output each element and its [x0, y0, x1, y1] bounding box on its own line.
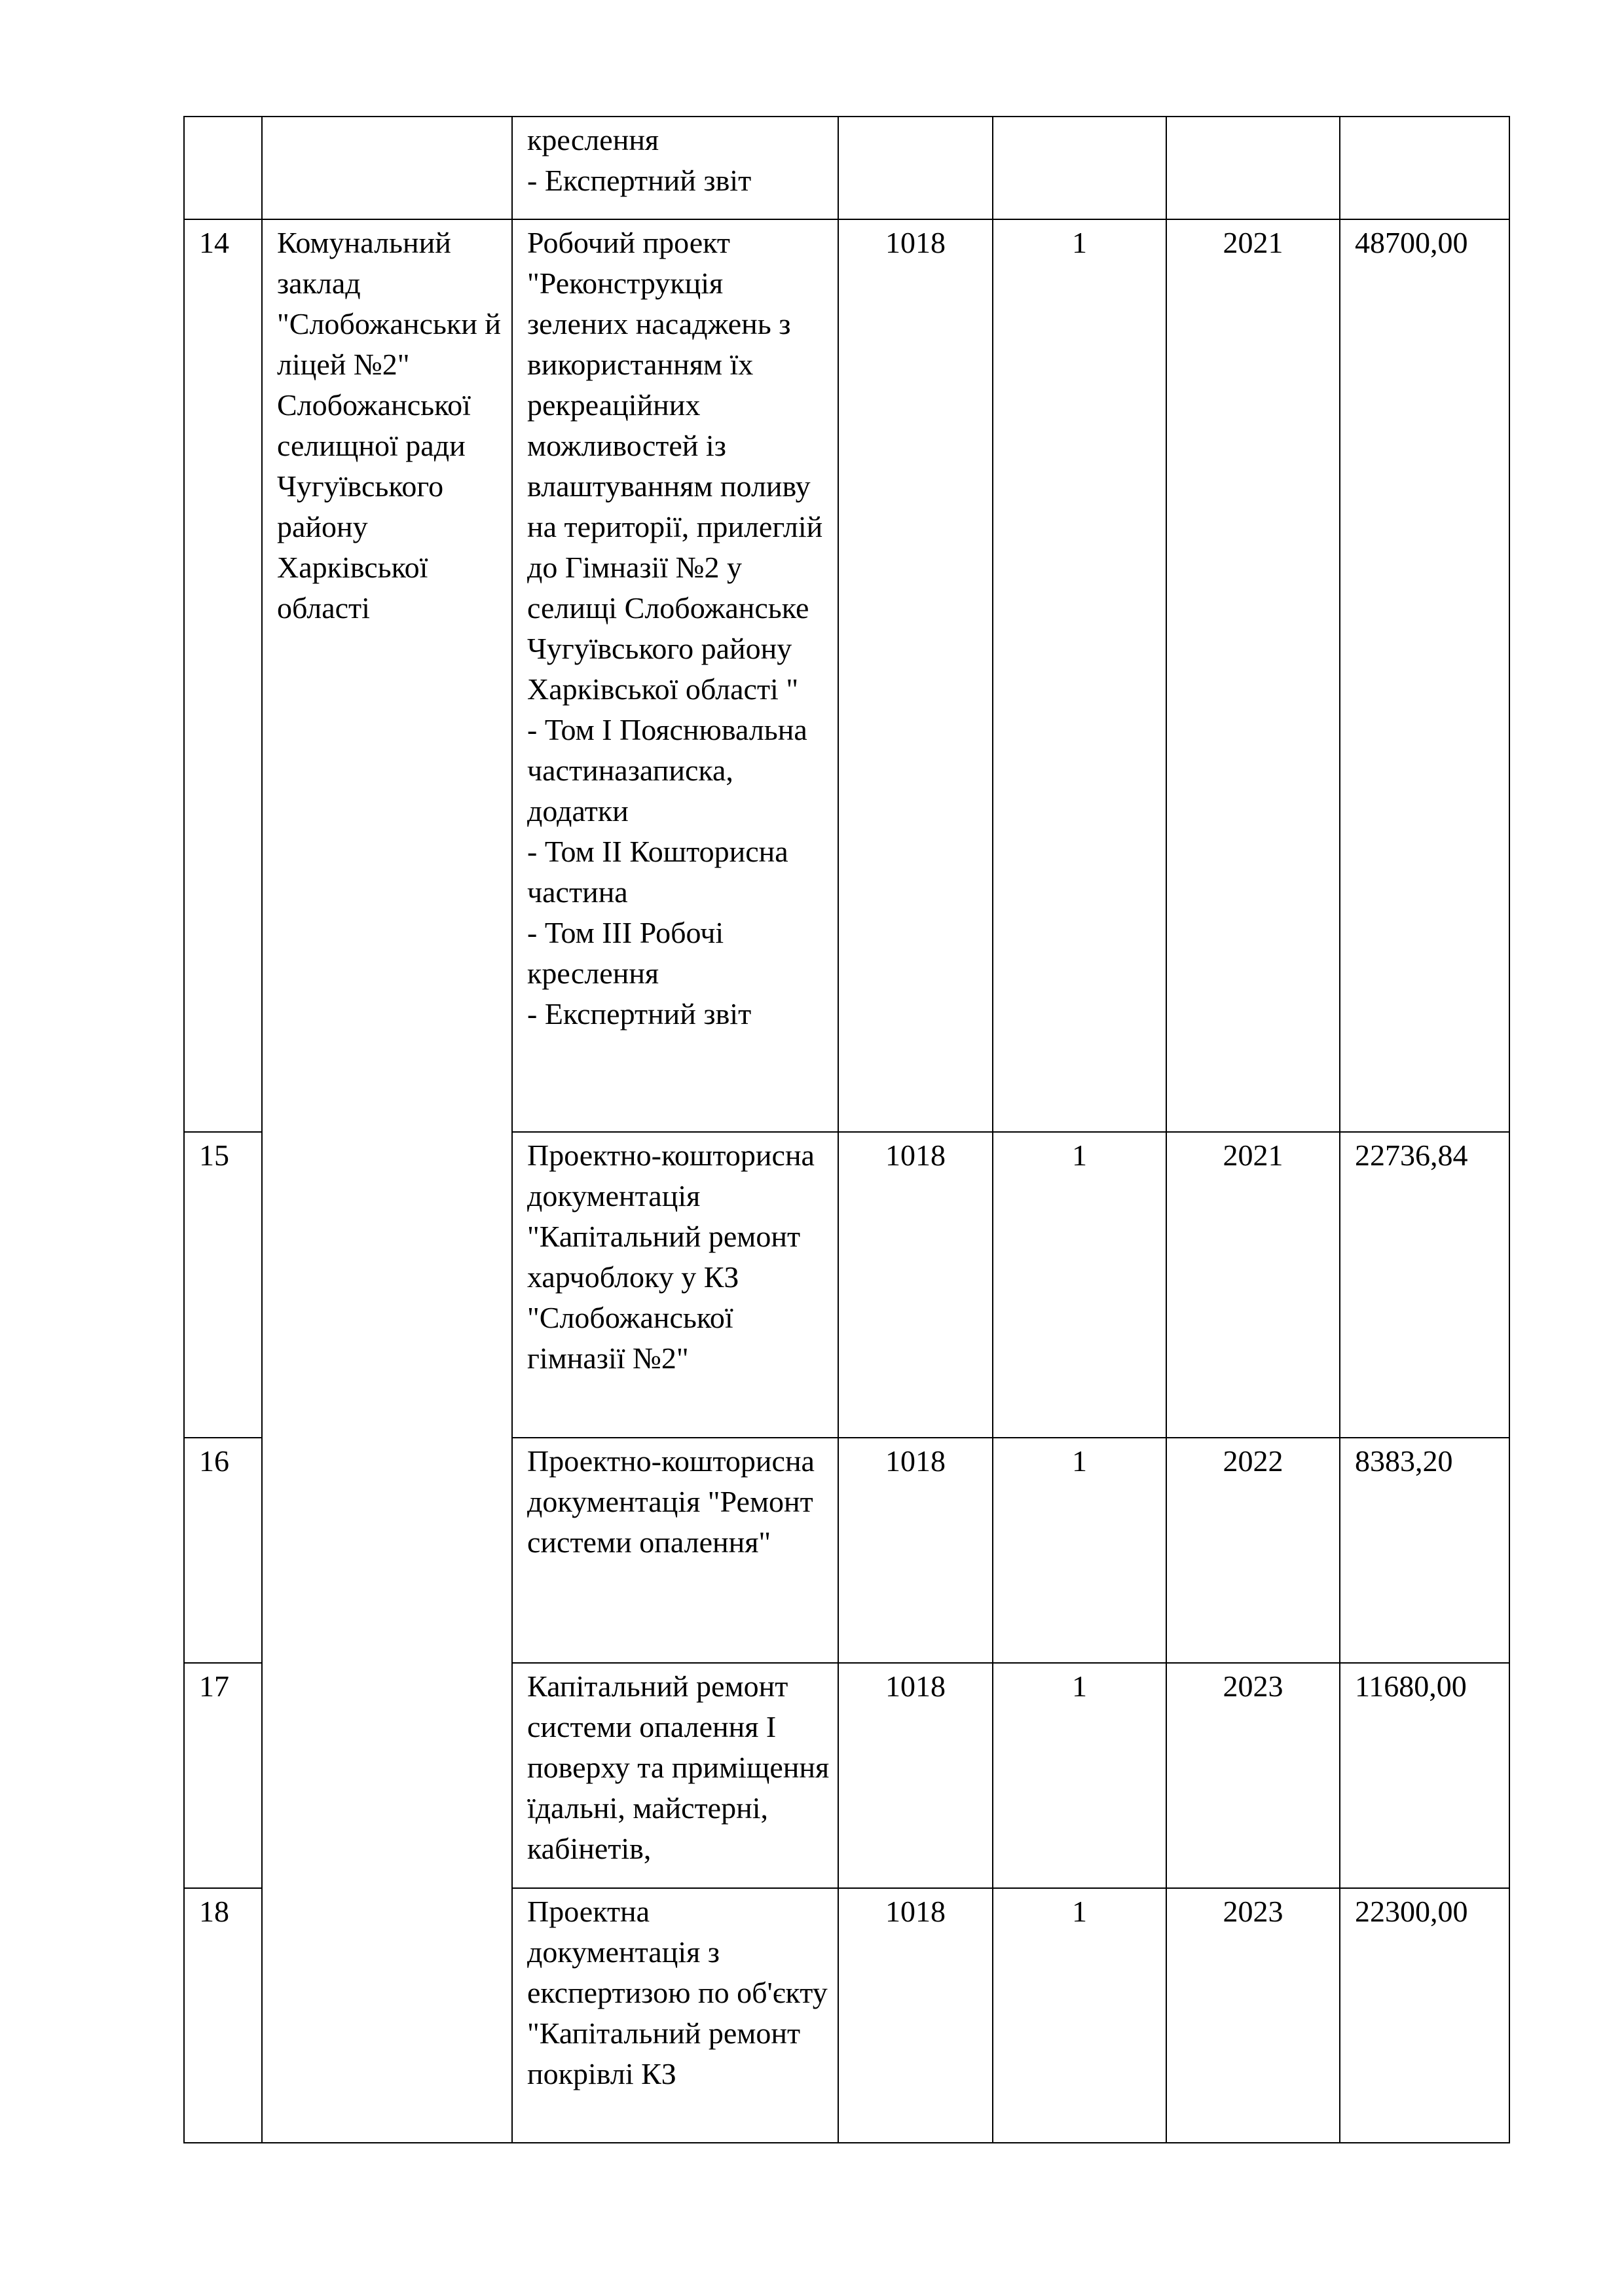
quantity-cell: 1 [993, 1663, 1166, 1888]
description-cell: Проектно-кошторисна документація "Ремонт системи опалення" [512, 1438, 838, 1663]
quantity-cell [993, 117, 1166, 219]
year-cell: 2022 [1166, 1438, 1340, 1663]
row-number-cell: 17 [184, 1663, 262, 1888]
code-cell: 1018 [838, 1888, 993, 2143]
quantity-cell: 1 [993, 1438, 1166, 1663]
code-cell: 1018 [838, 1663, 993, 1888]
institution-cell: Комунальний заклад "Слобожанськи й ліцей №2" Слобожанської селищної ради Чугуївського району Харківської області [262, 219, 512, 2143]
year-cell: 2023 [1166, 1888, 1340, 2143]
code-cell [838, 117, 993, 219]
description-cell: Проектна документація з експертизою по об'єкту "Капітальний ремонт покрівлі КЗ [512, 1888, 838, 2143]
row-number-cell: 15 [184, 1132, 262, 1438]
amount-cell: 22300,00 [1340, 1888, 1509, 2143]
quantity-cell: 1 [993, 219, 1166, 1132]
table-row [184, 117, 1509, 219]
description-cell: Капітальний ремонт системи опалення І поверху та приміщення їдальні, майстерні, кабінетів, [512, 1663, 838, 1888]
code-cell: 1018 [838, 1132, 993, 1438]
institution-cell [262, 117, 512, 219]
amount-cell: 48700,00 [1340, 219, 1509, 1132]
quantity-cell: 1 [993, 1132, 1166, 1438]
amount-cell: 11680,00 [1340, 1663, 1509, 1888]
description-cell: креслення - Експертний звіт [512, 117, 838, 219]
amount-cell [1340, 117, 1509, 219]
amount-cell: 8383,20 [1340, 1438, 1509, 1663]
amount-cell: 22736,84 [1340, 1132, 1509, 1438]
code-cell: 1018 [838, 219, 993, 1132]
description-cell: Проектно-кошторисна документація "Капітальний ремонт харчоблоку у КЗ "Слобожанської гімназії №2" [512, 1132, 838, 1438]
quantity-cell: 1 [993, 1888, 1166, 2143]
year-cell [1166, 117, 1340, 219]
description-cell: Робочий проект "Реконструкція зелених насаджень з використанням їх рекреаційних можливостей із влаштуванням поливу на території, прилеглій до Гімназії №2 у селищі Слобожанське Чугуївського району Харківської області " - Том І Пояснювальна частиназаписка, додатки - Том ІІ Кошторисна частина - Том ІІІ Робочі креслення - Експертний звіт [512, 219, 838, 1132]
table-row [184, 219, 1509, 1132]
row-number-cell: 16 [184, 1438, 262, 1663]
row-number-cell: 18 [184, 1888, 262, 2143]
code-cell: 1018 [838, 1438, 993, 1663]
year-cell: 2021 [1166, 1132, 1340, 1438]
year-cell: 2021 [1166, 219, 1340, 1132]
document-table [183, 116, 1510, 2143]
year-cell: 2023 [1166, 1663, 1340, 1888]
row-number-cell: 14 [184, 219, 262, 1132]
row-number-cell [184, 117, 262, 219]
